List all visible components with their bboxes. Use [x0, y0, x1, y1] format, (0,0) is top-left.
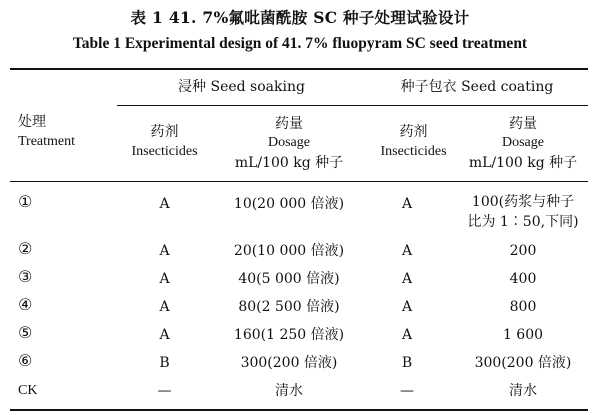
coating-group-rule	[366, 105, 588, 106]
header-coat-agent-cn: 药剂	[399, 124, 428, 140]
header-soak-dosage-cn: 药量	[275, 116, 303, 132]
row-2-coat-agent: A	[401, 243, 413, 259]
header-coat-dosage-en: Dosage	[502, 135, 544, 150]
row-1-coat-dose-cont: 比为 1∶50,下同)	[467, 214, 579, 230]
header-coat-agent-en: Insecticides	[380, 144, 447, 159]
row-3-coat-dose: 400	[509, 271, 537, 287]
header-coating-group: 种子包衣 Seed coating	[400, 79, 554, 95]
row-6-soak-dose: 300(200 倍液)	[240, 355, 338, 371]
row-4-soak-agent: A	[159, 299, 170, 315]
row-1-soak-agent: A	[159, 196, 170, 212]
header-coat-dosage-unit: mL/100 kg 种子	[468, 155, 578, 171]
row-6-id: ⑥	[18, 351, 33, 370]
table-top-rule	[10, 68, 588, 70]
row-1-coat-dose: 100(药浆与种子	[471, 194, 575, 210]
header-treatment-en: Treatment	[18, 134, 76, 149]
row-5-soak-agent: A	[159, 327, 170, 343]
row-2-coat-dose: 200	[509, 243, 537, 259]
row-ck-id: CK	[18, 383, 38, 398]
row-ck-soak-dose: 清水	[275, 383, 303, 399]
header-soak-agent-cn: 药剂	[150, 124, 179, 140]
row-ck-coat-agent: —	[400, 383, 414, 399]
row-2-soak-dose: 20(10 000 倍液)	[233, 243, 345, 259]
row-6-soak-agent: B	[159, 355, 170, 371]
row-ck-coat-dose: 清水	[509, 383, 537, 399]
row-1-id: ①	[18, 192, 33, 211]
header-coat-dosage-cn: 药量	[509, 116, 537, 132]
row-6-coat-dose: 300(200 倍液)	[474, 355, 572, 371]
row-4-coat-agent: A	[401, 299, 413, 315]
table-caption-cn: 表 1 41. 7%氟吡菌酰胺 SC 种子处理试验设计	[130, 8, 470, 27]
header-soak-agent-en: Insecticides	[131, 144, 198, 159]
row-4-soak-dose: 80(2 500 倍液)	[238, 299, 340, 315]
header-treatment-cn: 处理	[18, 114, 46, 130]
row-4-coat-dose: 800	[509, 299, 537, 315]
table-bottom-rule	[10, 409, 588, 411]
row-5-soak-dose: 160(1 250 倍液)	[233, 327, 345, 343]
row-5-coat-dose: 1 600	[502, 327, 544, 343]
row-4-id: ④	[18, 295, 33, 314]
header-bottom-rule	[10, 181, 588, 182]
row-ck-soak-agent: —	[157, 383, 172, 399]
header-soak-dosage-en: Dosage	[268, 135, 310, 150]
row-5-id: ⑤	[18, 323, 33, 342]
row-3-coat-agent: A	[401, 271, 413, 287]
row-1-coat-agent: A	[401, 196, 413, 212]
row-2-soak-agent: A	[159, 243, 170, 259]
row-3-soak-dose: 40(5 000 倍液)	[238, 271, 340, 287]
row-3-soak-agent: A	[159, 271, 170, 287]
row-2-id: ②	[18, 239, 33, 258]
header-soak-dosage-unit: mL/100 kg 种子	[234, 155, 344, 171]
row-5-coat-agent: A	[401, 327, 413, 343]
header-soaking-group: 浸种 Seed soaking	[178, 79, 305, 95]
row-1-soak-dose: 10(20 000 倍液)	[233, 196, 345, 212]
row-6-coat-agent: B	[401, 355, 413, 371]
table-caption-en: Table 1 Experimental design of 41. 7% fluopyram SC seed treatment	[72, 35, 528, 52]
row-3-id: ③	[18, 267, 33, 286]
